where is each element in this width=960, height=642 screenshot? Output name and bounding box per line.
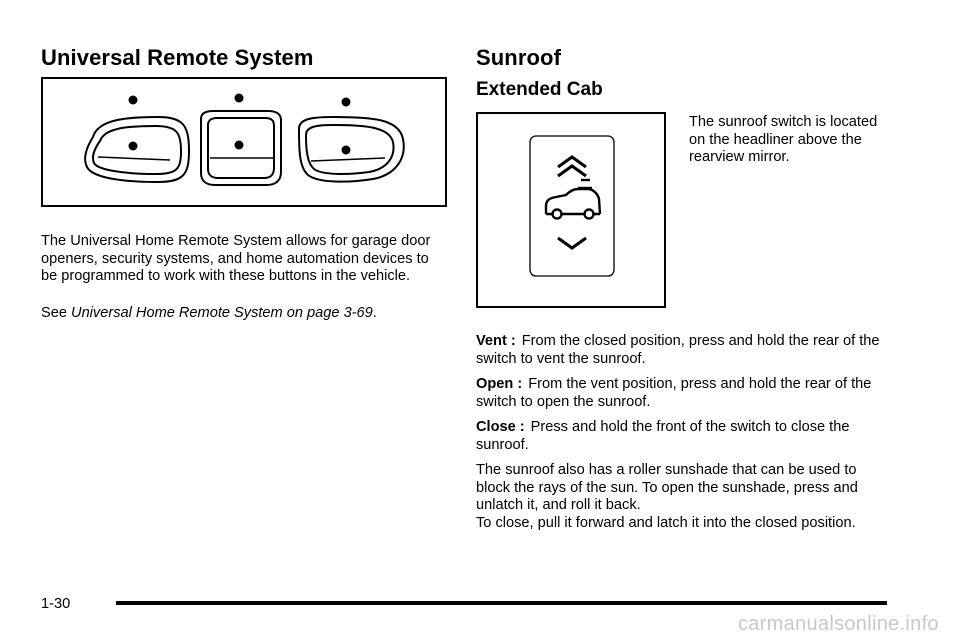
page-title-universal-remote: Universal Remote System bbox=[41, 45, 314, 70]
page-number: 1-30 bbox=[41, 596, 71, 612]
section-title-sunroof: Sunroof bbox=[476, 45, 562, 70]
subsection-title-extended-cab: Extended Cab bbox=[476, 79, 603, 100]
instruction-close-text: Press and hold the front of the switch to close the sunroof. bbox=[476, 419, 850, 453]
sunshade-description-2: To close, pull it forward and latch it into the closed position. bbox=[476, 515, 856, 531]
universal-remote-buttons-figure bbox=[41, 77, 447, 207]
instruction-open bbox=[476, 376, 888, 411]
led-indicator-3-icon bbox=[342, 98, 351, 107]
instruction-vent-text: From the closed position, press and hold the rear of the switch to vent the sunroof. bbox=[476, 333, 880, 367]
remote-button-2-dot-icon bbox=[235, 141, 244, 150]
watermark: carmanualsonline.info bbox=[738, 613, 939, 635]
sunshade-description-1: The sunroof also has a roller sunshade that can be used to block the rays of the sun. To open the sunshade, press and unlatch it, and roll it back. bbox=[476, 462, 858, 514]
sunroof-switch-caption: The sunroof switch is located on the headliner above the rearview mirror. bbox=[689, 114, 878, 166]
instruction-open-text: From the vent position, press and hold the rear of the switch to open the sunroof. bbox=[476, 376, 872, 410]
cross-reference-link[interactable]: Universal Home Remote System on page 3-69 bbox=[71, 305, 373, 321]
footer-rule bbox=[116, 601, 887, 605]
universal-remote-description: The Universal Home Remote System allows for garage door openers, security systems, and home automation devices to be programmed to work with these buttons in the vehicle. bbox=[41, 233, 431, 285]
term-open: Open : bbox=[476, 376, 523, 392]
sunroof-switch-illustration bbox=[478, 114, 664, 306]
see-suffix: . bbox=[372, 305, 377, 321]
sunroof-switch-figure bbox=[476, 112, 666, 308]
remote-button-1-icon bbox=[85, 117, 189, 182]
term-close: Close : bbox=[476, 419, 525, 435]
led-indicator-2-icon bbox=[235, 94, 244, 103]
remote-button-3-icon bbox=[299, 117, 404, 182]
see-prefix: See bbox=[41, 305, 67, 321]
remote-button-3-dot-icon bbox=[342, 146, 351, 155]
instruction-close bbox=[476, 419, 888, 454]
instruction-vent bbox=[476, 333, 888, 368]
remote-button-1-dot-icon bbox=[129, 142, 138, 151]
term-vent: Vent : bbox=[476, 333, 516, 349]
led-indicator-1-icon bbox=[129, 96, 138, 105]
remote-buttons-illustration bbox=[43, 79, 445, 205]
universal-remote-see-reference bbox=[41, 305, 441, 323]
